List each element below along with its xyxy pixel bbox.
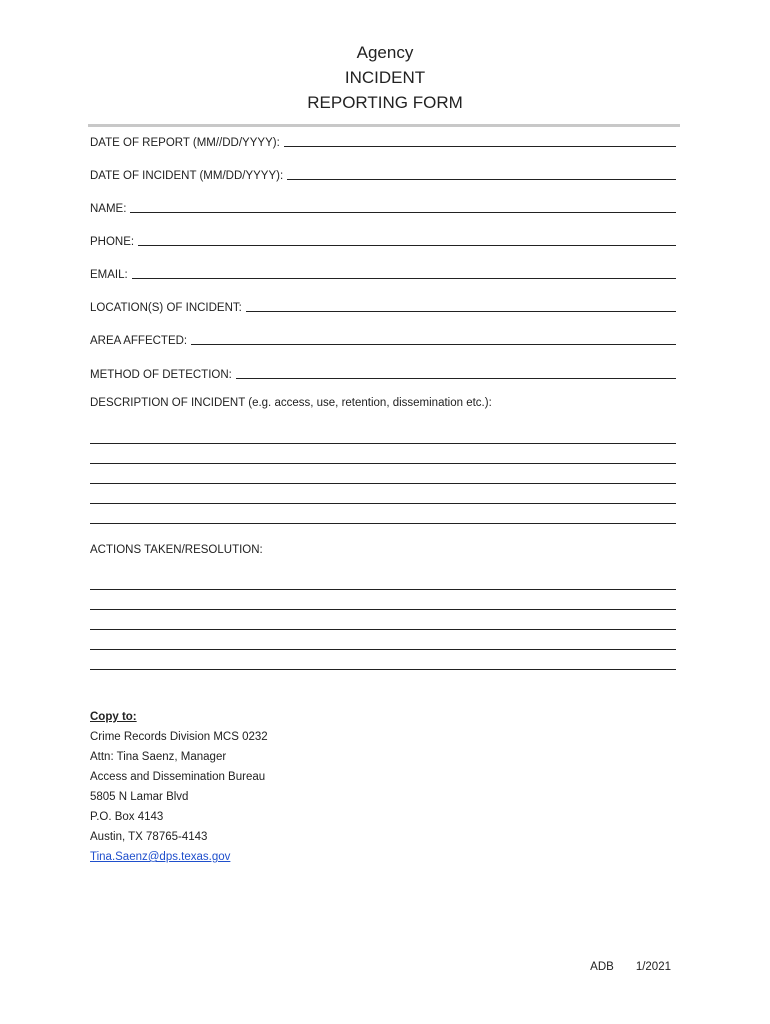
area-affected-line[interactable] — [191, 343, 676, 345]
area-affected-label: AREA AFFECTED: — [90, 335, 188, 347]
actions-line[interactable] — [90, 649, 676, 650]
description-line[interactable] — [90, 463, 676, 464]
title-agency: Agency — [356, 43, 414, 62]
date-of-incident-label: DATE OF INCIDENT (MM/DD/YYYY): — [90, 170, 284, 182]
form-title — [0, 40, 770, 115]
date-of-incident-field[interactable] — [90, 166, 676, 182]
description-label: DESCRIPTION OF INCIDENT (e.g. access, use, retention, dissemination etc.): — [90, 397, 492, 409]
date-of-report-label: DATE OF REPORT (MM//DD/YYYY): — [90, 137, 280, 149]
locations-line[interactable] — [246, 310, 676, 312]
footer-date: 1/2021 — [635, 961, 671, 973]
copy-to-street: 5805 N Lamar Blvd — [90, 791, 189, 803]
phone-field[interactable] — [90, 232, 676, 248]
locations-field[interactable] — [90, 298, 676, 314]
actions-line[interactable] — [90, 609, 676, 610]
actions-line[interactable] — [90, 629, 676, 630]
footer-code: ADB — [590, 961, 614, 973]
method-of-detection-line[interactable] — [236, 377, 676, 379]
copy-to-attn: Attn: Tina Saenz, Manager — [90, 751, 227, 763]
copy-to-city: Austin, TX 78765-4143 — [90, 831, 208, 843]
title-incident: INCIDENT — [344, 68, 426, 87]
copy-to-email-link[interactable]: Tina.Saenz@dps.texas.gov — [90, 851, 231, 863]
area-affected-field[interactable] — [90, 331, 676, 347]
email-line[interactable] — [132, 277, 676, 279]
method-of-detection-label: METHOD OF DETECTION: — [90, 369, 232, 381]
description-line[interactable] — [90, 443, 676, 444]
phone-line[interactable] — [138, 244, 676, 246]
email-label: EMAIL: — [90, 269, 128, 281]
description-line[interactable] — [90, 503, 676, 504]
date-of-report-line[interactable] — [284, 145, 676, 147]
name-field[interactable] — [90, 199, 676, 215]
phone-label: PHONE: — [90, 236, 135, 248]
actions-line[interactable] — [90, 669, 676, 670]
copy-to-division: Crime Records Division MCS 0232 — [90, 731, 268, 743]
copy-to-block — [90, 707, 268, 867]
name-line[interactable] — [130, 211, 676, 213]
actions-label: ACTIONS TAKEN/RESOLUTION: — [90, 544, 263, 556]
copy-to-heading: Copy to: — [90, 711, 137, 723]
title-reporting-form: REPORTING FORM — [307, 93, 463, 112]
copy-to-po-box: P.O. Box 4143 — [90, 811, 164, 823]
email-field[interactable] — [90, 265, 676, 281]
title-divider — [88, 124, 680, 127]
date-of-report-field[interactable] — [90, 133, 676, 149]
name-label: NAME: — [90, 203, 127, 215]
description-line[interactable] — [90, 523, 676, 524]
footer — [590, 961, 671, 973]
actions-line[interactable] — [90, 589, 676, 590]
copy-to-bureau: Access and Dissemination Bureau — [90, 771, 266, 783]
description-line[interactable] — [90, 483, 676, 484]
date-of-incident-line[interactable] — [287, 178, 676, 180]
method-of-detection-field[interactable] — [90, 365, 676, 381]
locations-label: LOCATION(S) OF INCIDENT: — [90, 302, 242, 314]
